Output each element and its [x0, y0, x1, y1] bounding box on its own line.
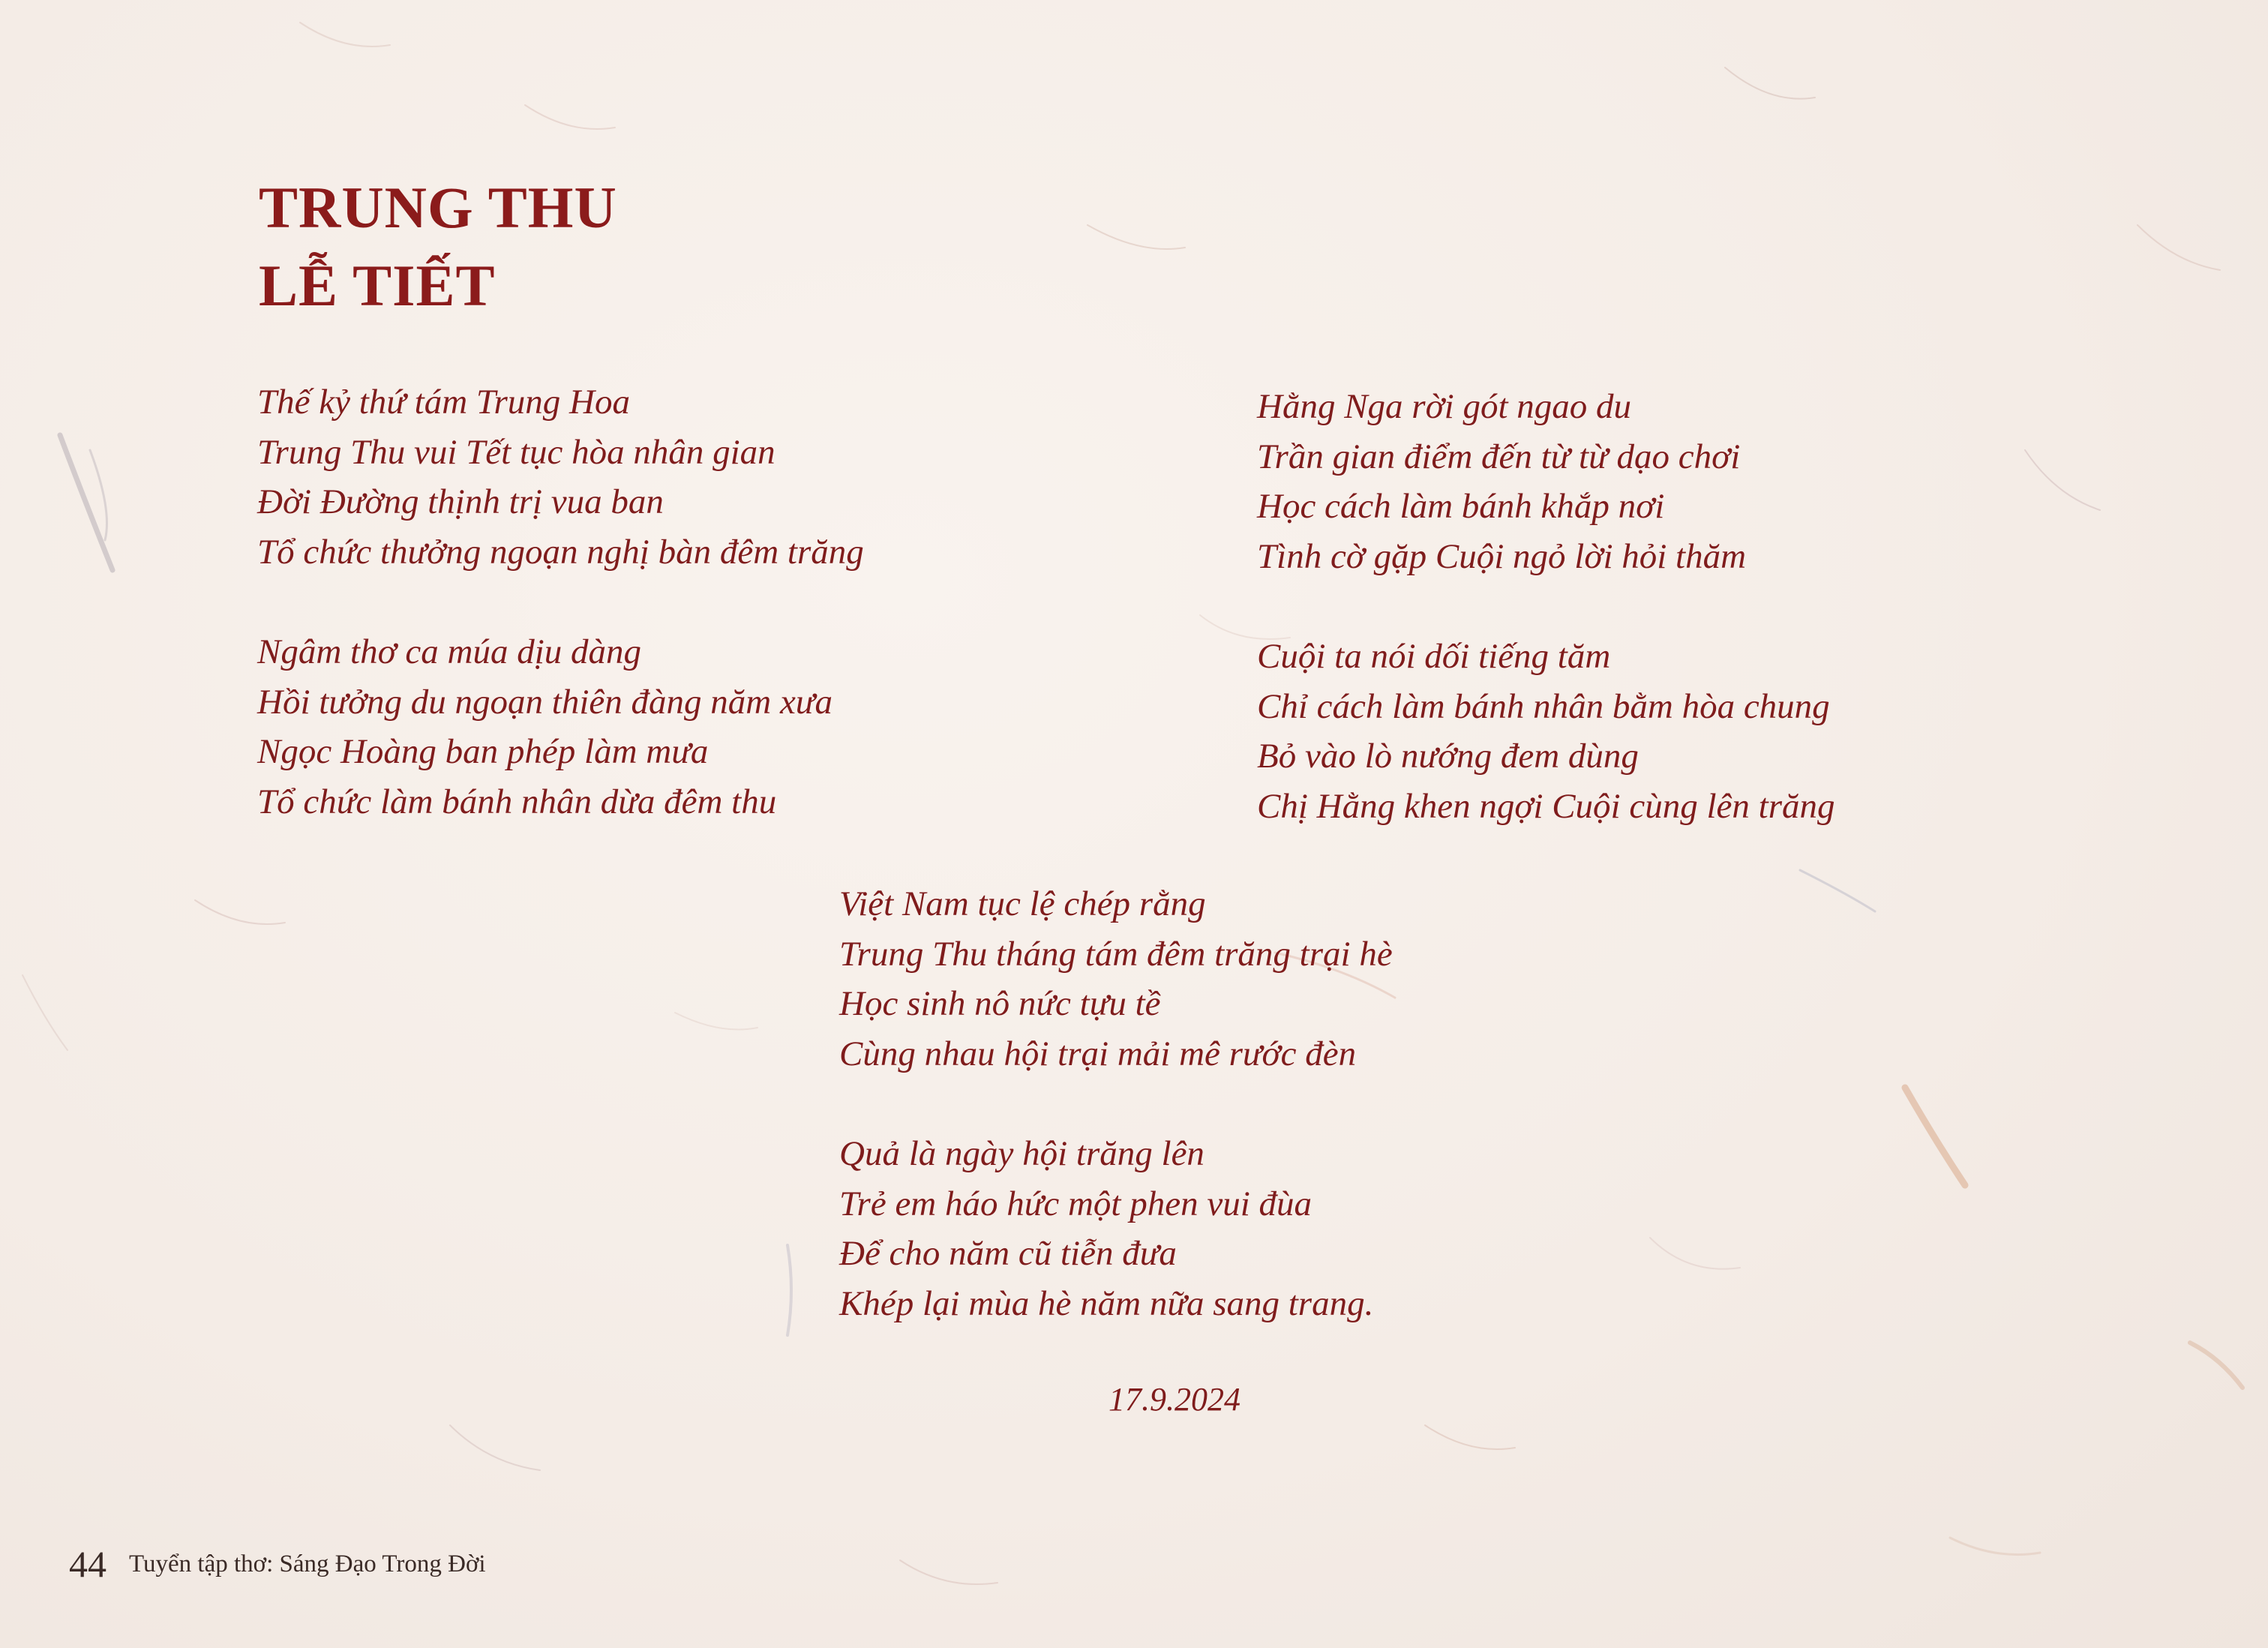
verse-line: Hồi tưởng du ngoạn thiên đàng năm xưa — [257, 682, 832, 722]
stanza-3 — [1257, 382, 1746, 581]
stanza-4 — [1257, 632, 1835, 831]
page-number: 44 — [69, 1543, 106, 1585]
verse-line: Trung Thu vui Tết tục hòa nhân gian — [257, 432, 776, 472]
page-footer — [69, 1542, 486, 1586]
stanza-5 — [839, 879, 1393, 1079]
verse-line: Tổ chức thưởng ngoạn nghị bàn đêm trăng — [257, 532, 864, 572]
verse-line: Thế kỷ thứ tám Trung Hoa — [257, 383, 630, 422]
title-line-2: LỄ TIẾT — [259, 253, 496, 318]
verse-line: Trần gian điểm đến từ từ dạo chơi — [1257, 437, 1741, 476]
verse-line: Cùng nhau hội trại mải mê rước đèn — [839, 1034, 1357, 1073]
verse-line: Khép lại mùa hè năm nữa sang trang. — [839, 1283, 1374, 1323]
verse-line: Trung Thu tháng tám đêm trăng trại hè — [839, 934, 1393, 974]
book-title: Tuyển tập thơ: Sáng Đạo Trong Đời — [129, 1550, 486, 1577]
verse-line: Ngọc Hoàng ban phép làm mưa — [257, 732, 709, 771]
verse-line: Bỏ vào lò nướng đem dùng — [1257, 737, 1639, 776]
stanza-2 — [257, 627, 832, 827]
verse-line: Học sinh nô nức tựu tề — [839, 984, 1161, 1023]
verse-line: Cuội ta nói dối tiếng tăm — [1257, 637, 1611, 676]
stanza-1 — [257, 377, 864, 577]
verse-line: Đời Đường thịnh trị vua ban — [257, 482, 664, 521]
verse-line: Tình cờ gặp Cuội ngỏ lời hỏi thăm — [1257, 536, 1747, 576]
verse-line: Việt Nam tục lệ chép rằng — [839, 884, 1206, 923]
verse-line: Chỉ cách làm bánh nhân bằm hòa chung — [1257, 686, 1830, 726]
verse-line: Trẻ em háo hức một phen vui đùa — [839, 1184, 1312, 1223]
verse-line: Hằng Nga rời gót ngao du — [1257, 387, 1632, 426]
verse-line: Quả là ngày hội trăng lên — [839, 1134, 1204, 1173]
verse-line: Học cách làm bánh khắp nơi — [1257, 487, 1665, 526]
verse-line: Để cho năm cũ tiễn đưa — [839, 1234, 1177, 1273]
title-line-1: TRUNG THU — [259, 175, 617, 240]
verse-line: Tổ chức làm bánh nhân dừa đêm thu — [257, 782, 777, 821]
stanza-6 — [839, 1129, 1373, 1328]
verse-line: Ngâm thơ ca múa dịu dàng — [257, 632, 642, 671]
verse-line: Chị Hằng khen ngợi Cuội cùng lên trăng — [1257, 786, 1835, 826]
poem-date: 17.9.2024 — [1108, 1381, 1240, 1418]
poem-title — [259, 169, 617, 325]
